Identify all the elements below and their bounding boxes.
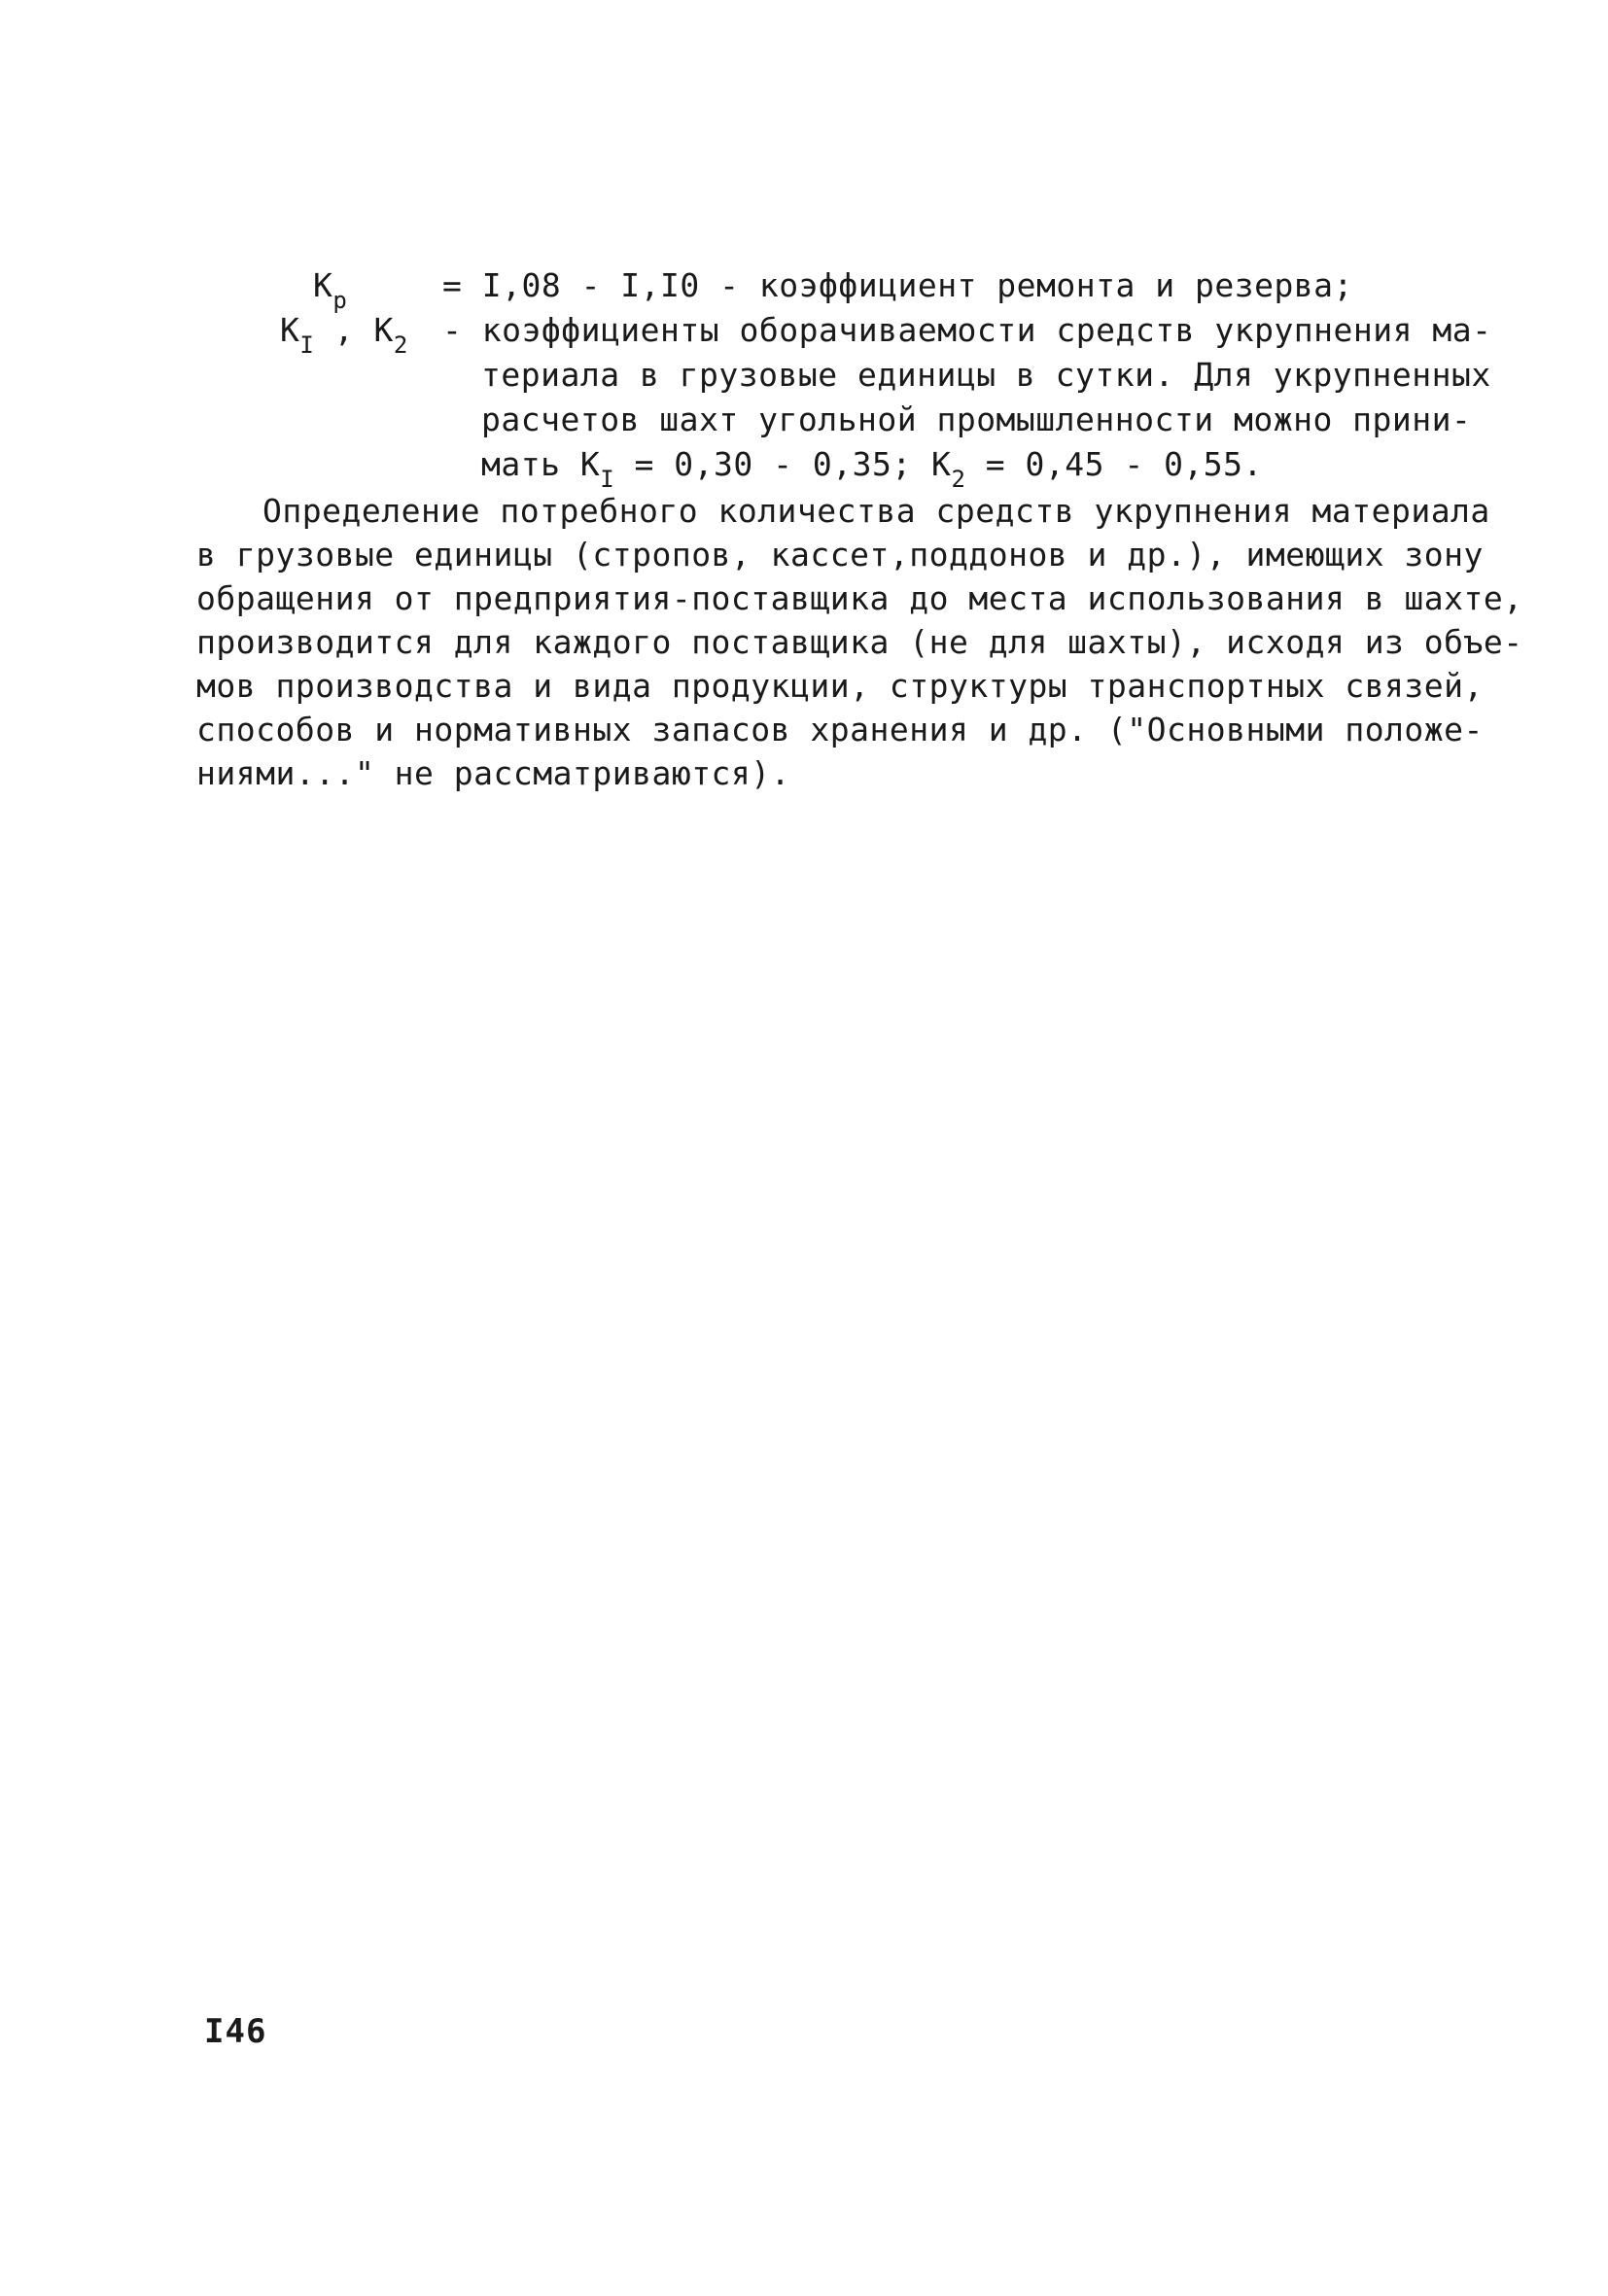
paragraph-line-7: ниями..." не рассматриваются). <box>196 754 791 792</box>
paragraph-line-6: способов и нормативных запасов хранения и др. ("Основными положе- <box>196 711 1484 748</box>
paragraph-line-5: мов производства и вида продукции, структуры транспортных связей, <box>196 667 1484 705</box>
line4-end: = 0,45 - 0,55. <box>965 445 1263 483</box>
line4-sub1: I <box>600 466 615 493</box>
page-number: I46 <box>204 2012 267 2051</box>
kp-letter: К <box>313 266 333 304</box>
k1k2-symbols <box>280 309 408 359</box>
k1-subscript: I <box>299 331 315 359</box>
k2-subscript: 2 <box>393 331 408 359</box>
paragraph-line-2: в грузовые единицы (стропов, кассет,поддонов и др.), имеющих зону <box>196 536 1484 574</box>
line4-sub2: 2 <box>951 466 966 493</box>
k1k2-definition-line-1: - коэффициенты оборачиваемости средств укрупнения ма- <box>442 311 1492 349</box>
line4-mid: = 0,30 - 0,35; К <box>614 445 952 483</box>
kp-subscript: р <box>332 287 348 314</box>
k1k2-definition-line-2: териала в грузовые единицы в сутки. Для укрупненных <box>481 356 1491 394</box>
k1k2-definition-line-3: расчетов шахт угольной промышленности можно прини- <box>481 400 1472 438</box>
kp-definition: = I,08 - I,I0 - коэффициент ремонта и резерва; <box>442 266 1353 304</box>
paragraph-line-1: Определение потребного количества средств укрупнения материала <box>262 492 1490 530</box>
k-separator: , <box>333 311 355 349</box>
paragraph-line-3: обращения от предприятия-поставщика до места использования в шахте, <box>196 579 1523 617</box>
k1-letter: К <box>280 311 300 349</box>
paragraph-line-4: производится для каждого поставщика (не для шахты), исходя из объе- <box>196 623 1523 661</box>
k2-letter: К <box>373 311 394 349</box>
k1k2-definition-line-4 <box>481 443 1263 493</box>
line4-start: мать К <box>481 445 601 483</box>
kp-symbol <box>313 264 348 314</box>
